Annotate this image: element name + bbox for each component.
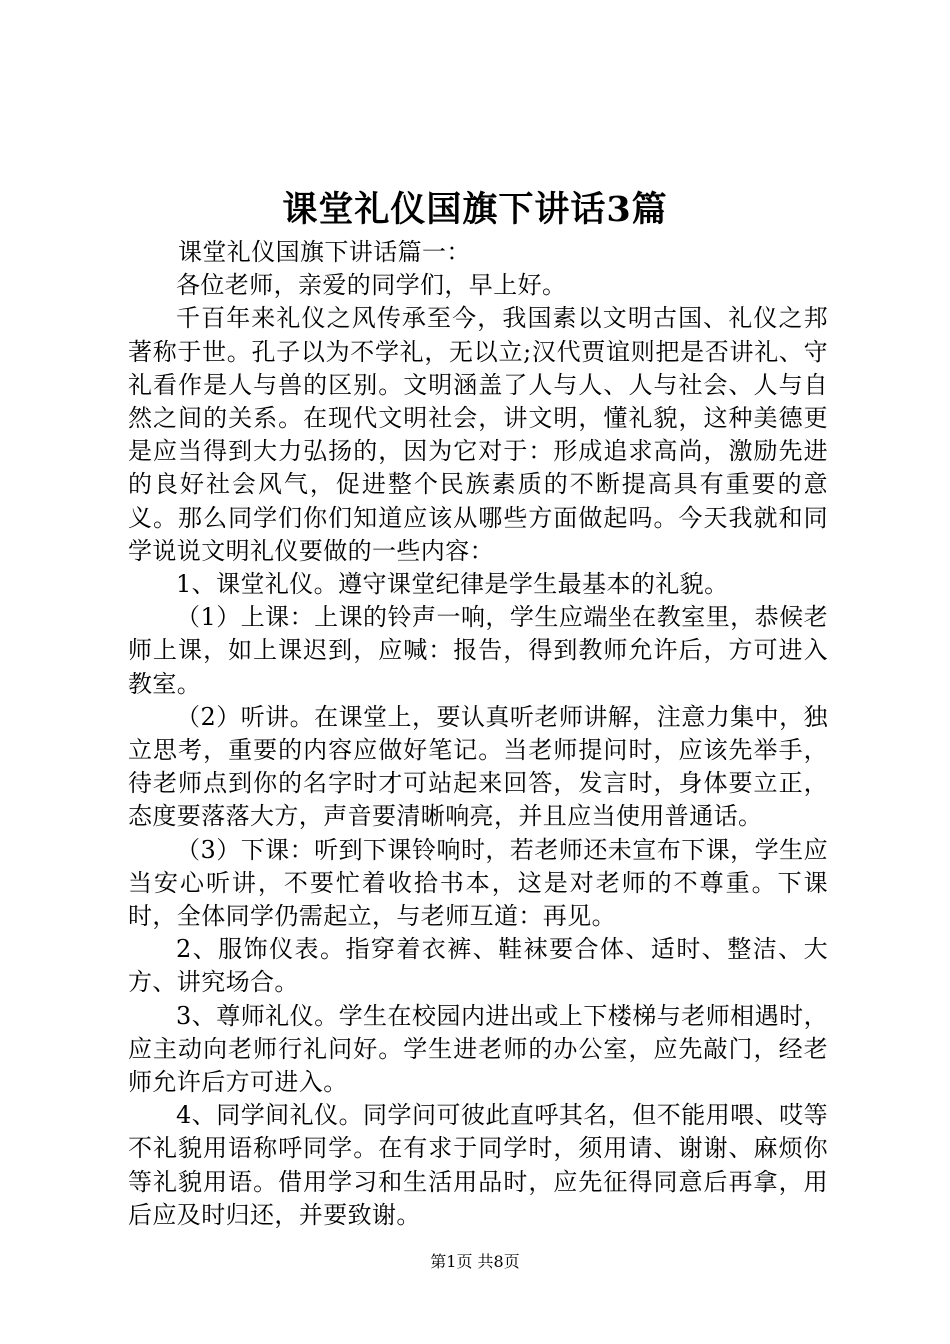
body-paragraph: 4、同学间礼仪。同学问可彼此直呼其名，但不能用喂、哎等不礼貌用语称呼同学。在有求于同学时，须用请、谢谢、麻烦你等礼貌用语。借用学习和生活用品时，应先征得同意后再拿，用后应及时归还，并要致谢。 — [128, 1101, 828, 1229]
body-paragraph: （2）听讲。在课堂上，要认真听老师讲解，注意力集中，独立思考，重要的内容应做好笔记。当老师提问时，应该先举手，待老师点到你的名字时才可站起来回答，发言时，身体要立正，态度要落落大方，声音要清晰响亮，并且应当使用普通话。 — [128, 702, 828, 831]
document-title: 课堂礼仪国旗下讲话3篇 — [282, 189, 668, 230]
page-footer: 第1页 共8页 — [430, 1252, 520, 1271]
greeting-paragraph: 各位老师，亲爱的同学们，早上好。 — [176, 271, 567, 300]
body-paragraph: 1、课堂礼仪。遵守课堂纪律是学生最基本的礼貌。 — [176, 570, 729, 599]
body-paragraph: 千百年来礼仪之风传承至今，我国素以文明古国、礼仪之邦著称于世。孔子以为不学礼，无以立;汉代贾谊则把是否讲礼、守礼看作是人与兽的区别。文明涵盖了人与人、人与社会、人与自然之间的关系。在现代文明社会，讲文明，懂礼貌，这种美德更是应当得到大力弘扬的，因为它对于：形成追求高尚，激励先进的良好社会风气，促进整个民族素质的不断提高具有重要的意义。那么同学们你们知道应该从哪些方面做起吗。今天我就和同学说说文明礼仪要做的一些内容： — [128, 304, 828, 565]
body-paragraph: 3、尊师礼仪。学生在校园内进出或上下楼梯与老师相遇时，应主动向老师行礼问好。学生进老师的办公室，应先敲门，经老师允许后方可进入。 — [128, 1001, 828, 1097]
document-body — [128, 236, 828, 1232]
body-paragraph: （1）上课：上课的铃声一响，学生应端坐在教室里，恭候老师上课，如上课迟到，应喊：报告，得到教师允许后，方可进入教室。 — [128, 603, 828, 698]
section-heading: 课堂礼仪国旗下讲话篇一： — [178, 238, 471, 266]
body-paragraph: 2、服饰仪表。指穿着衣裤、鞋袜要合体、适时、整洁、大方、讲究场合。 — [128, 935, 828, 997]
body-paragraph: （3）下课：听到下课铃响时，若老师还未宣布下课，学生应当安心听讲，不要忙着收拾书本，这是对老师的不尊重。下课时，全体同学仍需起立，与老师互道：再见。 — [128, 835, 828, 931]
